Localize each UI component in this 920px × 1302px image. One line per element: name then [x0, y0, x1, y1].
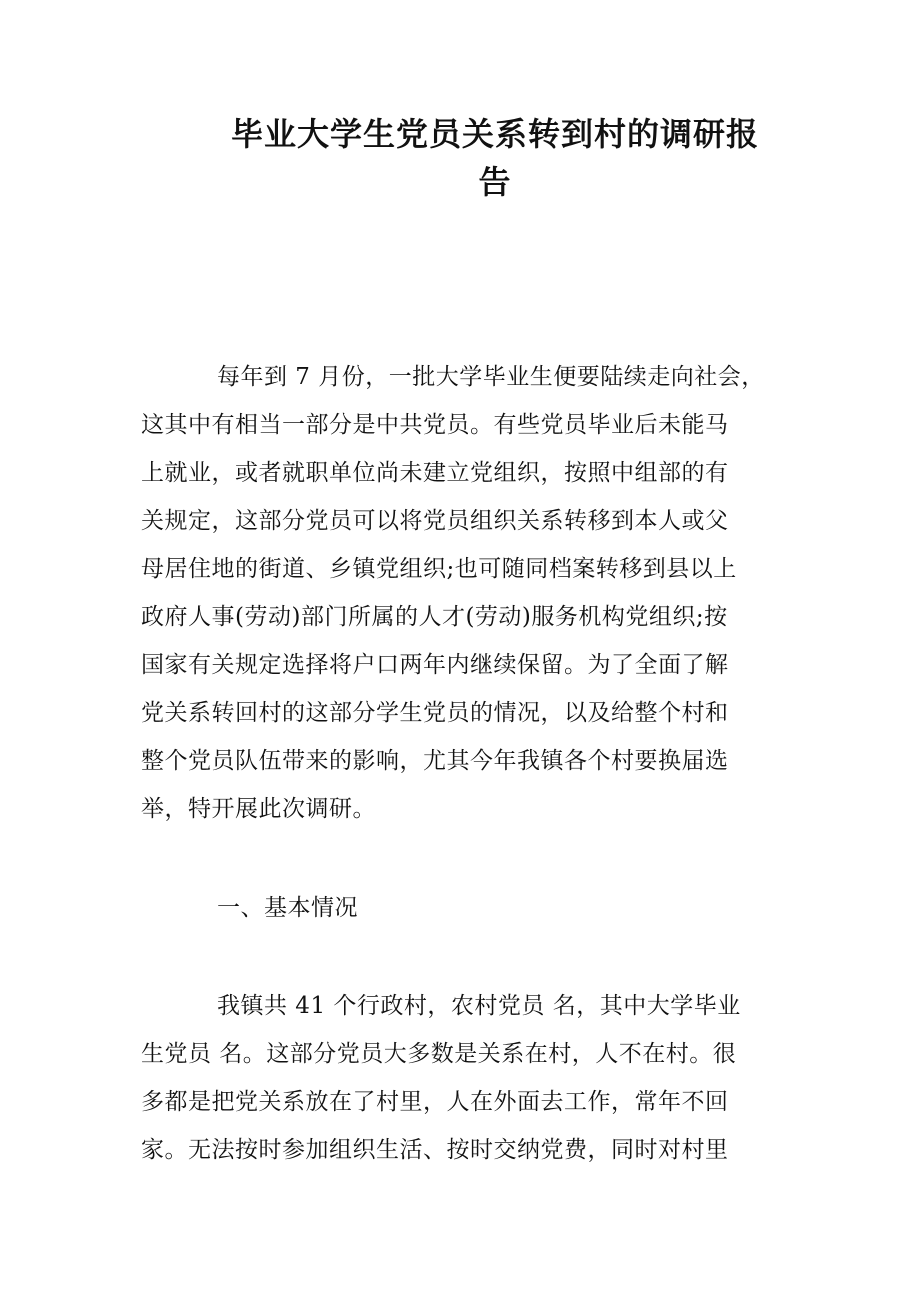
paragraph-line: 每年到 7 月份，一批大学毕业生便要陆续走向社会，: [217, 364, 765, 390]
paragraph-line: 政府人事(劳动)部门所属的人才(劳动)服务机构党组织;按: [141, 604, 728, 630]
paragraph-line: 举，特开展此次调研。: [141, 796, 376, 822]
paragraph-line: 国家有关规定选择将户口两年内继续保留。为了全面了解: [141, 652, 729, 678]
section-heading: 一、基本情况: [217, 895, 358, 921]
paragraph-line: 这其中有相当一部分是中共党员。有些党员毕业后未能马: [141, 412, 729, 438]
paragraph-line: 整个党员队伍带来的影响，尤其今年我镇各个村要换届选: [141, 748, 729, 774]
paragraph-line: 生党员 名。这部分党员大多数是关系在村，人不在村。很: [141, 1041, 737, 1067]
paragraph-line: 上就业，或者就职单位尚未建立党组织，按照中组部的有: [141, 460, 729, 486]
paragraph-line: 我镇共 41 个行政村，农村党员 名，其中大学毕业: [217, 993, 741, 1019]
paragraph-line: 多都是把党关系放在了村里，人在外面去工作，常年不回: [141, 1089, 729, 1115]
paragraph-line: 关规定，这部分党员可以将党员组织关系转移到本人或父: [141, 508, 729, 534]
document-title: 毕业大学生党员关系转到村的调研报告: [230, 115, 759, 201]
paragraph-line: 家。无法按时参加组织生活、按时交纳党费，同时对村里: [141, 1137, 729, 1163]
paragraph-line: 母居住地的街道、乡镇党组织;也可随同档案转移到县以上: [141, 556, 737, 582]
paragraph-line: 党关系转回村的这部分学生党员的情况，以及给整个村和: [141, 700, 729, 726]
